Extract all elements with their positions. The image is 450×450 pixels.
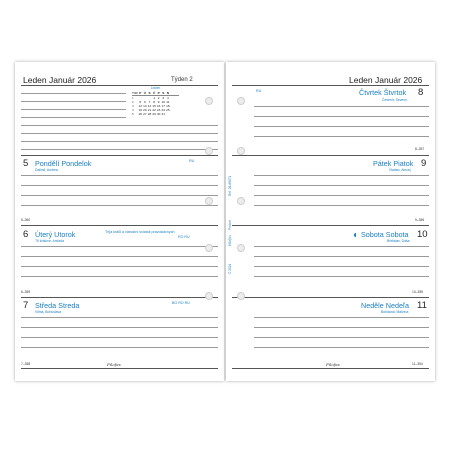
- day-name: Úterý Utorok: [35, 230, 76, 239]
- note-line: [254, 337, 429, 338]
- day-number: 5: [23, 158, 29, 169]
- mini-calendar-day: 25: [166, 108, 170, 112]
- binder-hole: [237, 147, 245, 155]
- binding-logo: Filofax: [228, 234, 232, 246]
- mini-calendar-week-number: 1: [132, 96, 134, 100]
- section-rule: [232, 225, 429, 226]
- binder-hole: [237, 292, 245, 300]
- day-name: Neděle Nedeľa: [361, 301, 410, 310]
- header-rule: [21, 85, 218, 86]
- day-name: Sobota Sobota: [361, 230, 409, 239]
- mini-calendar-day: 15: [152, 104, 156, 108]
- name-day: Tři králové, Antónia: [35, 239, 65, 243]
- mini-calendar-day: 3: [162, 96, 165, 100]
- day-number: 11: [417, 300, 427, 311]
- right-page-title: Leden Január 2026: [349, 75, 423, 85]
- name-day: Vladan, Alexej: [389, 168, 411, 172]
- note-line: [254, 116, 429, 117]
- note-line: [21, 337, 218, 338]
- binder-hole: [205, 244, 213, 252]
- mini-calendar-day: 19: [138, 108, 143, 112]
- day-number: 10: [417, 229, 428, 240]
- binder-hole: [205, 147, 213, 155]
- brand-logo: Filofax: [107, 362, 121, 367]
- note-line: [21, 327, 218, 328]
- mini-calendar-weekday: P: [157, 91, 160, 95]
- note-line: [254, 185, 429, 186]
- note-line: [21, 125, 218, 126]
- note-line: [254, 276, 429, 277]
- day-count: 9–356: [415, 218, 425, 222]
- brand-logo: Filofax: [326, 362, 340, 367]
- section-rule: [21, 368, 218, 369]
- day-count: 8–357: [415, 147, 425, 151]
- note-line: [254, 347, 429, 348]
- note-line: [21, 317, 218, 318]
- note-line: [21, 195, 218, 196]
- mini-calendar-day: 30: [156, 112, 161, 116]
- note-line: [21, 256, 218, 257]
- name-day: Dalimil, Andrea: [35, 168, 58, 172]
- mini-calendar: [132, 86, 179, 116]
- mini-calendar-day: 22: [152, 108, 156, 112]
- note-line: [21, 101, 126, 102]
- day-number: 6: [23, 229, 29, 240]
- mini-calendar-week: [132, 112, 179, 116]
- note-line: [21, 149, 218, 150]
- section-rule: [232, 368, 429, 369]
- header-rule: [232, 85, 429, 86]
- mini-calendar-day: 14: [147, 104, 152, 108]
- note-line: [21, 205, 218, 206]
- mini-calendar-day: 31: [161, 112, 165, 116]
- day-number: 9: [421, 158, 427, 169]
- mini-calendar-day: 11: [166, 100, 170, 104]
- mini-calendar-day: 23: [156, 108, 161, 112]
- mini-calendar-weekday: T/W: [132, 91, 138, 95]
- mini-calendar-title: Leden: [150, 86, 161, 90]
- holiday-tag: RU: [189, 159, 195, 163]
- mini-calendar-day: 24: [161, 108, 165, 112]
- mini-calendar-day: 9: [157, 100, 160, 104]
- note-line: [254, 317, 429, 318]
- binder-hole: [237, 197, 245, 205]
- mini-calendar-weekday: N: [166, 91, 169, 95]
- day-number: 7: [23, 300, 29, 311]
- note-line: [21, 133, 218, 134]
- mini-calendar-day: 8: [153, 100, 155, 104]
- day-name: Pondělí Pondelok: [35, 159, 92, 168]
- note-line: [254, 256, 429, 257]
- note-line: [254, 327, 429, 328]
- binding-ref: Ref. 26-68071: [228, 175, 232, 196]
- left-page-title: Leden Január 2026: [23, 75, 97, 85]
- binder-hole: [205, 292, 213, 300]
- binder-hole: [237, 97, 245, 105]
- name-day: Břetislav, Dáša: [387, 239, 410, 243]
- note-line: [21, 347, 218, 348]
- note-line: [21, 266, 218, 267]
- binder-hole: [237, 244, 245, 252]
- day-count: 10–355: [412, 290, 424, 294]
- day-name: Čtvrtek Štvrtok: [359, 88, 407, 97]
- holiday-tag: Tříja králů a vianoční sviatok pravoslávnych: [105, 230, 175, 234]
- mini-calendar-week-number: 5: [132, 112, 134, 116]
- note-line: [21, 276, 218, 277]
- mini-calendar-day: 16: [156, 104, 161, 108]
- binder-hole: [205, 97, 213, 105]
- name-day: Bohdana, Malvína: [381, 310, 409, 314]
- section-rule: [21, 225, 218, 226]
- mini-calendar-weekday: Č: [152, 91, 156, 95]
- mini-calendar-week-number: 2: [132, 100, 134, 104]
- right-page: [226, 62, 435, 381]
- holiday-tag: RU: [256, 89, 262, 93]
- mini-calendar-weekday: S: [162, 91, 165, 95]
- holiday-tag: BG RO RU: [172, 301, 190, 305]
- section-rule: [21, 155, 218, 156]
- note-line: [21, 175, 218, 176]
- mini-calendar-week-number: 4: [132, 108, 134, 112]
- binding-copyright: © 2024: [228, 263, 232, 274]
- section-rule: [232, 297, 429, 298]
- section-rule: [21, 297, 218, 298]
- mini-calendar-day: 6: [144, 100, 146, 104]
- day-count: 7–358: [21, 362, 31, 366]
- note-line: [21, 93, 126, 94]
- mini-calendar-body: [132, 96, 179, 116]
- mini-calendar-weekday: Ú: [143, 91, 146, 95]
- note-line: [21, 109, 126, 110]
- mini-calendar-day: 29: [152, 112, 156, 116]
- mini-calendar-day: 10: [161, 100, 165, 104]
- mini-calendar-day: 5: [139, 100, 142, 104]
- day-name: Pátek Piatok: [373, 159, 414, 168]
- mini-calendar-day: 12: [138, 104, 143, 108]
- mini-calendar-day: 27: [143, 112, 147, 116]
- holiday-tag-2: RO RU: [178, 235, 190, 239]
- day-count: 11–354: [412, 362, 423, 366]
- day-number: 8: [418, 87, 424, 98]
- mini-calendar-day: 1: [153, 96, 155, 100]
- name-day: Vilma, Bohuslava: [35, 310, 62, 314]
- note-line: [254, 266, 429, 267]
- section-rule: [232, 155, 429, 156]
- binder-hole: [205, 197, 213, 205]
- mini-calendar-day: 17: [161, 104, 165, 108]
- mini-calendar-weekday: S: [148, 91, 151, 95]
- note-line: [254, 126, 429, 127]
- name-day: Čestmír, Severín: [382, 98, 408, 102]
- mini-calendar-day: 13: [143, 104, 147, 108]
- mini-calendar-day: 2: [157, 96, 160, 100]
- day-count: 5–360: [21, 218, 31, 222]
- note-line: [21, 185, 218, 186]
- note-line: [254, 106, 429, 107]
- mini-calendar-day: 20: [143, 108, 147, 112]
- note-line: [254, 246, 429, 247]
- day-name: Středa Streda: [35, 301, 80, 310]
- note-line: [21, 246, 218, 247]
- mini-calendar-week-number: 3: [132, 104, 134, 108]
- binding-pocket: Pocket: [228, 220, 232, 230]
- day-count: 6–359: [21, 290, 31, 294]
- mini-calendar-day: 18: [166, 104, 170, 108]
- mini-calendar-day: 28: [147, 112, 152, 116]
- mini-calendar-day: 4: [166, 96, 169, 100]
- note-line: [21, 141, 218, 142]
- week-label: Týden 2: [171, 77, 193, 83]
- note-line: [21, 117, 126, 118]
- note-line: [254, 136, 429, 137]
- moon-phase-icon: [354, 233, 358, 237]
- mini-calendar-day: [166, 112, 171, 116]
- note-line: [254, 175, 429, 176]
- note-line: [254, 205, 429, 206]
- note-line: [254, 195, 429, 196]
- mini-calendar-day: 21: [147, 108, 152, 112]
- mini-calendar-weekday: P: [139, 91, 142, 95]
- left-page: [15, 62, 224, 381]
- mini-calendar-day: 26: [138, 112, 143, 116]
- mini-calendar-day: 7: [148, 100, 151, 104]
